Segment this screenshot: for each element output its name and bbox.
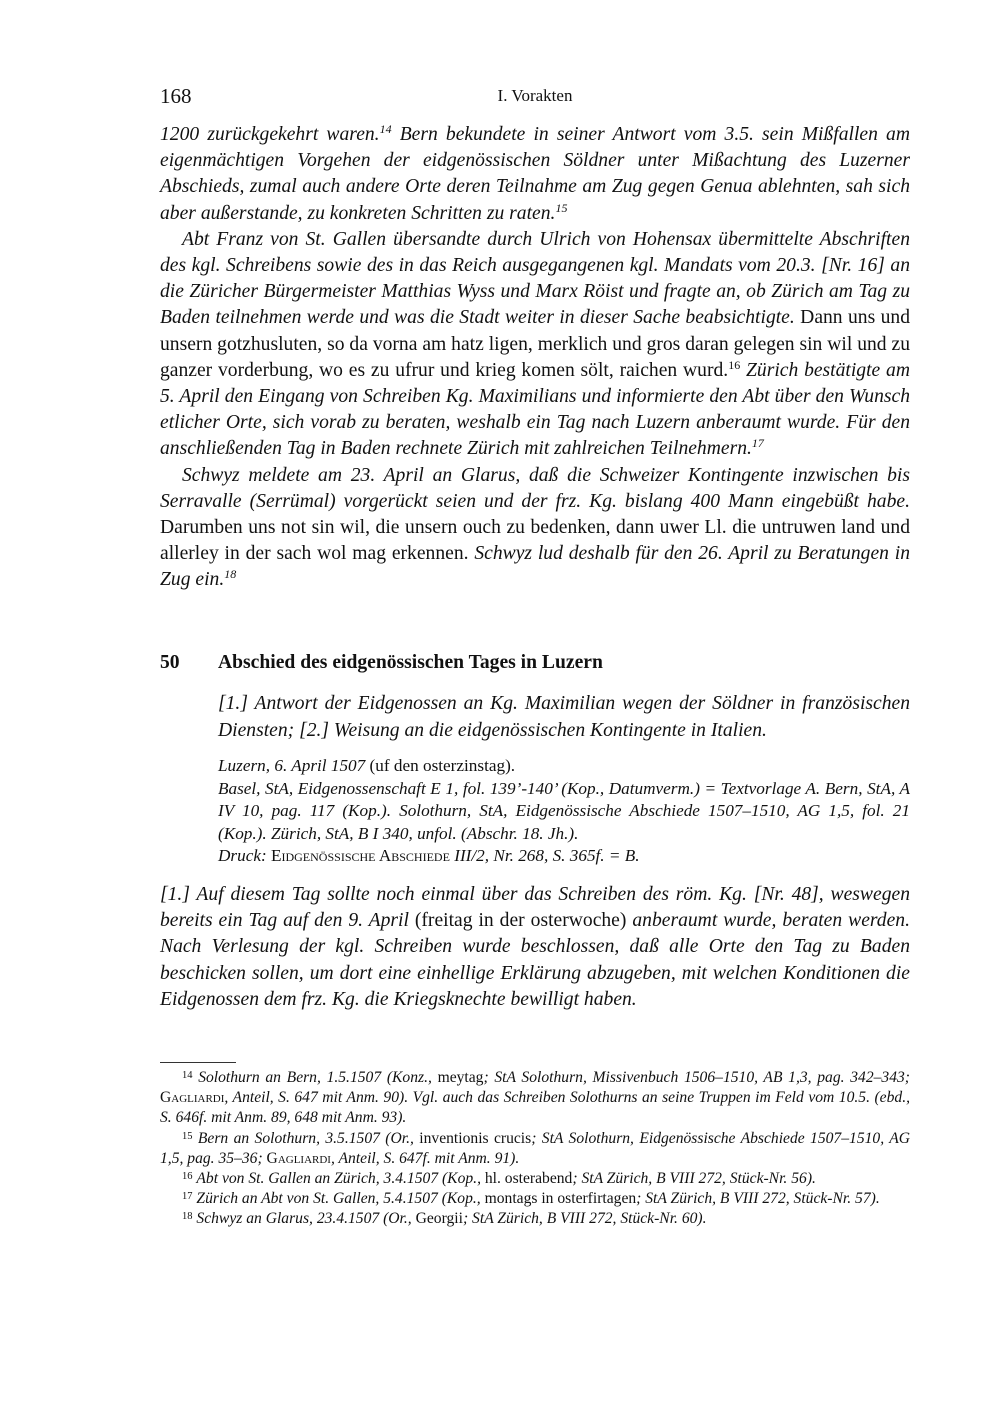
footnote-number: 15 (182, 1130, 193, 1142)
paragraph-3 (160, 463, 910, 594)
quotation: Dann uns und unsern gotzhusluten, so da vorna am hatz ligen, merklich und gros daran gelegen sin wil und zu ganzer vorderbung, wo es zu ufrur und krieg komen sölt, raichen wurd. (160, 307, 910, 381)
footnote-number: 14 (182, 1070, 193, 1081)
footnote-ref-17[interactable]: 17 (751, 436, 764, 451)
footnote-14 (160, 1068, 910, 1129)
footnote-number: 18 (182, 1211, 193, 1223)
footnote-text: ; StA Zürich, B VIII 272, Stück-Nr. 56). (572, 1170, 816, 1188)
body-text (160, 122, 910, 594)
text-italic: Bern bekundete in seiner Antwort vom 3.5. sein Mißfallen am eigenmächtigen Vorgehen der eidgenössischen Söldner unter Mißachtung des Luzerner Abschieds, zumal auch andere Orte deren Teilnahme am Zug gegen Genua ablehnten, sah sich aber außerstande, zu konkreten Schritten zu raten. (160, 124, 910, 224)
footnote-15 (160, 1129, 910, 1169)
footnote-text: ; StA Zürich, B VIII 272, Stück-Nr. 60). (462, 1210, 707, 1228)
page-header (160, 84, 910, 106)
date-quote: (uf den osterzinstag). (365, 756, 516, 775)
print-title: Eidgenössische Abschiede (266, 846, 450, 866)
footnote-quote: Georgii (411, 1210, 463, 1228)
footnote-text: ; StA Solothurn, Eidgenössische Abschiede 1507–1510, AG 1,5, pag. 35–36; (160, 1129, 910, 1167)
footnote-ref-16[interactable]: 16 (728, 357, 741, 372)
footnote-17 (160, 1189, 910, 1209)
footnotes (160, 1068, 910, 1230)
footnote-ref-14[interactable]: 14 (379, 122, 392, 136)
footnote-18 (160, 1209, 910, 1229)
footnote-text: , Anteil, S. 647 mit Anm. 90). Vgl. auch das Schreiben Solothurns an seine Truppen im Feld vom 10.5. (ebd., S. 646f. mit Anm. 89, 648 mit Anm. 93). (160, 1089, 910, 1127)
footnote-ref-15[interactable]: 15 (555, 200, 568, 215)
text-italic: Abt Franz von St. Gallen übersandte durch Ulrich von Hohensax übermittelte Abschriften des kgl. Schreibens sowie des in das Reich ausgegangenen kgl. Mandats vom 20.3. [Nr. 16] an die Züricher Bürgermeister Matthias Wyss und Marx Röist und fragte an, ob Zürich am Tag zu Baden teilnehmen werde und was die Stadt weiter in dieser Sache beabsichtigte. (160, 228, 910, 329)
print-ref: III/2, Nr. 268, S. 365f. = B. (449, 846, 640, 866)
footnote-number: 16 (182, 1171, 193, 1183)
footnote-ref-18[interactable]: 18 (224, 567, 237, 582)
text-italic: Schwyz lud deshalb für den 26. April zu Beratungen in Zug ein. (160, 543, 910, 591)
paragraph-2 (160, 227, 910, 463)
document-text (160, 882, 910, 1013)
document-metadata (218, 755, 910, 868)
document-number: 50 (160, 652, 180, 673)
running-title: I. Vorakten (497, 86, 573, 105)
footnote-text: , Anteil, S. 647f. mit Anm. 91). (330, 1149, 520, 1167)
footnote-quote: meytag (431, 1069, 484, 1086)
date-line (218, 755, 910, 778)
text-italic: [1.] Auf diesem Tag sollte noch einmal über das Schreiben des röm. Kg. [Nr. 48], weswegen bereits ein Tag auf den 9. April (160, 884, 910, 932)
document-regest: [1.] Antwort der Eidgenossen an Kg. Maximilian wegen der Söldner in französischen Diensten; [2.] Weisung an die eidgenössischen Kontingente in Italien. (218, 693, 910, 741)
footnote-text: ; StA Solothurn, Missivenbuch 1506–1510, AB 1,3, pag. 342–343; (483, 1069, 910, 1086)
footnote-16 (160, 1169, 910, 1189)
text-italic: Zürich bestätigte am 5. April den Eingang von Schreiben Kg. Maximilians und informierte den Abt über den Wunsch etlicher Orte, sich vorab zu beraten, weshalb ein Tag nach Luzern anberaumt wurde. Für den anschließenden Tag in Baden rechnete Zürich mit zahlreichen Teilnehmern. (160, 359, 910, 460)
footnote-quote: inventionis crucis (413, 1129, 532, 1147)
print-label: Druck: (218, 846, 267, 866)
print-line (218, 845, 910, 868)
document-title: Abschied des eidgenössischen Tages in Luzern (218, 652, 603, 673)
footnote-text: Bern an Solothurn, 3.5.1507 (Or., (197, 1129, 414, 1147)
footnote-author: Gagliardi (262, 1149, 331, 1167)
footnote-quote: hl. osterabend (480, 1170, 573, 1188)
footnote-text: Solothurn an Bern, 1.5.1507 (Konz., (198, 1069, 432, 1086)
footnote-text: Zürich an Abt von St. Gallen, 5.4.1507 (Kop., (196, 1190, 481, 1208)
text-italic: Schwyz meldete am 23. April an Glarus, daß die Schweizer Kontingente inzwischen bis Serravalle (Serrümal) vorgerückt seien und der frz. Kg. bislang 400 Mann eingebüßt habe. (160, 464, 910, 512)
footnote-text: ; StA Zürich, B VIII 272, Stück-Nr. 57). (636, 1190, 880, 1208)
text-italic: anberaumt wurde, beraten werden. Nach Verlesung der kgl. Schreiben wurde beschlossen, daß alle Orte den Tag zu Baden beschicken sollen, um dort eine einhellige Erklärung abzugeben, mit welchen Konditionen die Eidgenossen dem frz. Kg. die Kriegsknechte bewilligt haben. (160, 910, 910, 1010)
sources: Basel, StA, Eidgenossenschaft E 1, fol. 139’-140’ (Kop., Datumverm.) = Textvorlage A. Bern, StA, A IV 10, pag. 117 (Kop.). Solothurn, StA, Eidgenössische Abschiede 1507–1510, AG 1,5, fol. 21 (Kop.). Zürich, StA, B I 340, unfol. (Abschr. 18. Jh.). (218, 778, 910, 843)
page-number: 168 (160, 84, 192, 108)
footnote-quote: montags in osterfirtagen (480, 1190, 637, 1208)
paragraph-1 (160, 122, 910, 227)
text-italic: 1200 zurückgekehrt waren. (160, 124, 380, 145)
footnote-text: Abt von St. Gallen an Zürich, 3.4.1507 (Kop., (196, 1170, 481, 1188)
footnote-author: Gagliardi (160, 1089, 225, 1107)
footnote-text: Schwyz an Glarus, 23.4.1507 (Or., (196, 1210, 412, 1228)
footnote-number: 17 (182, 1191, 193, 1203)
quotation: (freitag in der osterwoche) (408, 910, 627, 932)
footnote-divider (160, 1062, 236, 1063)
quotation: Darumben uns not sin wil, die unsern ouch zu bedenken, dann uwer Ll. die untruwen land und allerley in der sach wol mag erkennen. (160, 517, 910, 565)
date-place: Luzern, 6. April 1507 (218, 756, 366, 775)
